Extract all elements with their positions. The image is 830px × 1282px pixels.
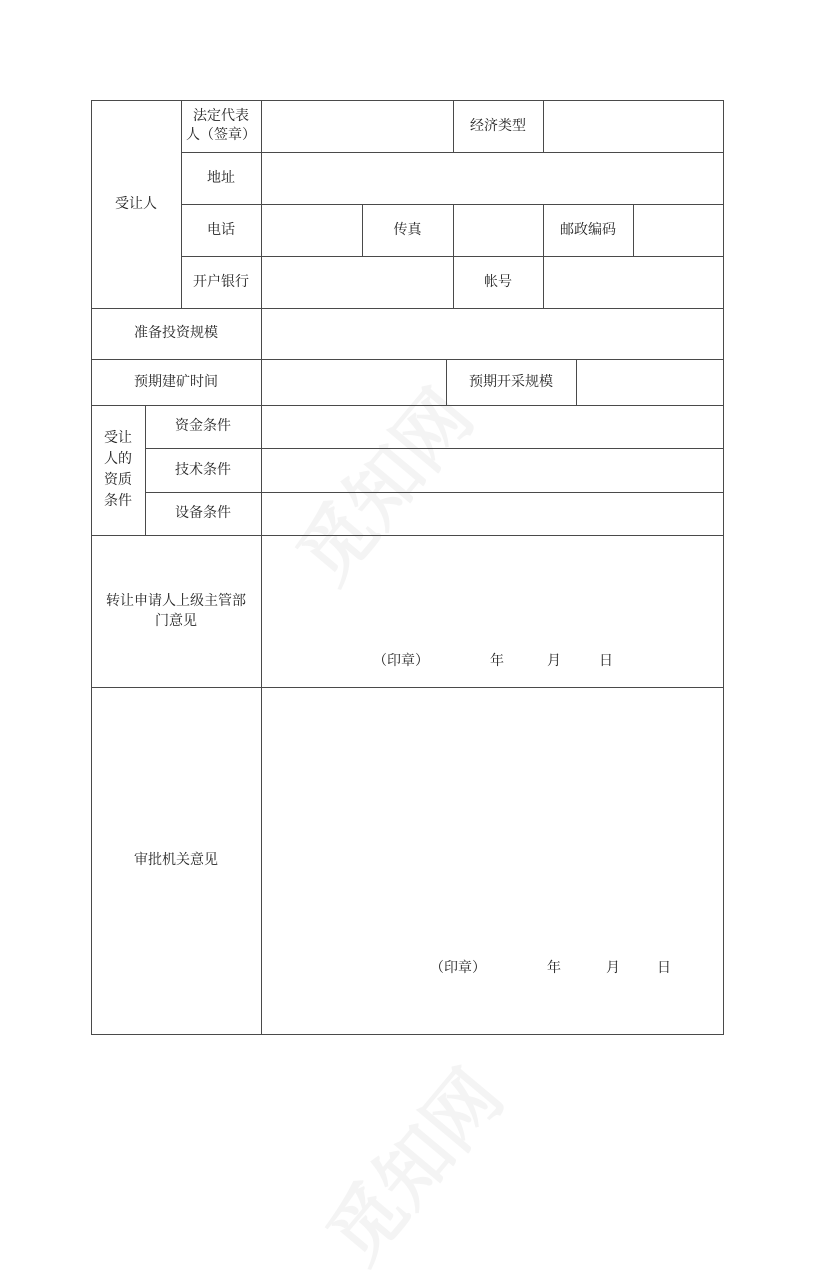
qualification-line2: 人的 (104, 451, 132, 467)
fax-field[interactable] (453, 204, 543, 256)
superior-opinion-field[interactable] (261, 535, 723, 687)
qualification-line1: 受让 (104, 430, 132, 446)
investment-scale-label: 准备投资规模 (134, 325, 218, 341)
address-field[interactable] (261, 152, 723, 204)
address-label: 地址 (207, 169, 235, 186)
qualification-line3: 资质 (104, 472, 132, 488)
superior-opinion-label (91, 535, 261, 687)
legal-representative-line1: 法定代表 (193, 108, 249, 124)
economic-type-field[interactable] (543, 100, 723, 152)
assignee-label: 受让人 (115, 195, 157, 212)
superior-year: 年 (490, 653, 504, 669)
account-label: 帐号 (484, 273, 512, 290)
approval-seal: （印章） (430, 960, 486, 976)
approval-year: 年 (547, 960, 561, 976)
phone-field[interactable] (261, 204, 362, 256)
superior-opinion-line1: 转让申请人上级主管部 (106, 593, 246, 609)
mining-scale-label: 预期开采规模 (469, 373, 553, 390)
qualification-label (91, 405, 145, 535)
approval-month: 月 (606, 960, 620, 976)
qualification-line4: 条件 (104, 493, 132, 509)
tech-field[interactable] (261, 448, 723, 492)
phone-label: 电话 (207, 221, 235, 238)
bank-label: 开户银行 (193, 273, 249, 290)
funds-label: 资金条件 (175, 418, 231, 434)
transfer-application-form (91, 100, 724, 1035)
equipment-field[interactable] (261, 492, 723, 535)
superior-month: 月 (547, 653, 561, 669)
tech-label: 技术条件 (175, 461, 231, 478)
legal-representative-line2: 人（签章） (186, 127, 256, 143)
superior-opinion-line2: 门意见 (155, 613, 197, 629)
funds-field[interactable] (261, 405, 723, 448)
account-field[interactable] (543, 256, 723, 308)
mining-scale-field[interactable] (576, 359, 723, 405)
build-time-field[interactable] (261, 359, 446, 405)
superior-seal: （印章） (373, 653, 429, 669)
postcode-field[interactable] (633, 204, 723, 256)
build-time-label: 预期建矿时间 (134, 373, 218, 390)
fax-label: 传真 (393, 221, 422, 238)
economic-type-label: 经济类型 (470, 117, 526, 134)
legal-representative-label (181, 100, 261, 152)
superior-day: 日 (599, 653, 613, 669)
approval-day: 日 (657, 960, 671, 976)
watermark-bottom (299, 1044, 523, 1282)
approval-opinion-label: 审批机关意见 (134, 852, 218, 868)
legal-representative-field[interactable] (261, 100, 453, 152)
investment-scale-field[interactable] (261, 308, 723, 359)
approval-opinion-field[interactable] (261, 687, 723, 1034)
bank-field[interactable] (261, 256, 453, 308)
equipment-label: 设备条件 (175, 505, 231, 521)
postcode-label: 邮政编码 (560, 221, 616, 238)
